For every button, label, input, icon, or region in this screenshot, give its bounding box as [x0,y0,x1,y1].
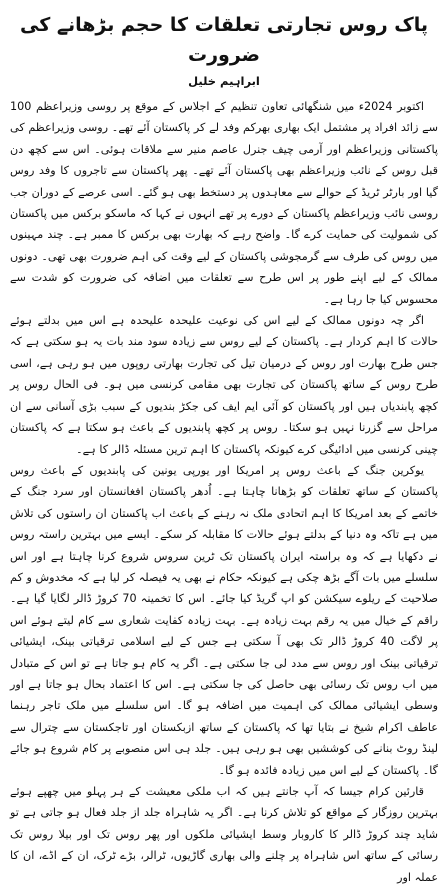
article-body [10,96,438,888]
author-byline: ابراہیم خلیل [188,74,260,88]
article-paragraph: اکتوبر 2024ء میں شنگھائی تعاون تنظیم کے اجلاس کے موقع پر روسی وزیراعظم 100 سے زائد افراد پر مشتمل ایک بھاری بھرکم وفد لے کر پاکستان آئے تھے۔ روسی وزیراعظم کی پاکستانی وزیراعظم اور آرمی چیف جنرل عاصم منیر سے ملاقات ہوئی۔ اس سے کچھ دن قبل روس کے نائب وزیراعظم بھی پاکستان آئے تھے۔ پھر پاکستان سے تاجروں کا وفد روس گیا اور بارٹر ٹریڈ کے حوالے سے معاہدوں پر دستخط بھی ہو گئے۔ اسی عرصے کے دوران جب روسی نائب وزیراعظم پاکستان کے دورے پر تھے انہوں نے کہا کہ ماسکو برکس میں پاکستان کی شمولیت کی حمایت کرے گا۔ واضح رہے کہ بھارت بھی برکس کا ممبر ہے۔ چند مہینوں میں روس کی طرف سے گرمجوشی پاکستان کے لیے وقت کی اہم ضرورت بھی تھی۔ دونوں ممالک کے لیے اپنے طور پر اس طرح سے تعلقات میں اضافہ کی ضرورت کو شدت سے محسوس کیا جا رہا ہے۔ [10,100,438,306]
article-paragraph: یوکرین جنگ کے باعث روس پر امریکا اور یورپی یونین کی پابندیوں کے باعث روس پاکستان کے ساتھ تعلقات کو بڑھانا چاہتا ہے۔ اُدھر پاکستان افغانستان اور سرد جنگ کے خاتمے کے بعد امریکا کا اہم اتحادی ملک نہ رہنے کے باعث اب پاکستان ان راستوں کی تلاش میں ہے تاکہ وہ دنیا کے بدلتے ہوئے حالات کا مقابلہ کر سکے۔ ایسے میں بہترین راستہ روس نے دکھایا ہے کہ وہ براستہ ایران پاکستان تک ٹرین سروس شروع کرنا چاہتا ہے اور اس سلسلے میں بات آگے بڑھ چکی ہے کیونکہ حکام نے بھی یہ فیصلہ کر لیا ہے کہ مخدوش و کم صلاحیت کے ریلوے سیکشن کو اپ گریڈ کیا جائے۔ اس کا تخمینہ 70 کروڑ ڈالر لگایا گیا ہے۔ راقم کے خیال میں یہ رقم بہت زیادہ ہے۔ بہت زیادہ کفایت شعاری سے کام لیتے ہوئے اس پر لاگت 40 کروڑ ڈالر تک بھی آ سکتی ہے جس کے لیے اسلامی ترقیاتی بینک، ایشیائی ترقیاتی بینک اور روس سے مدد لی جا سکتی ہے۔ اگر یہ کام ہو جاتا ہے تو اس کے متبادل میں اب روس تک رسائی بھی حاصل کی جا سکتی ہے۔ اس کا اعتماد بحال ہو جاتا ہے اور وسطی ایشیائی ممالک کی اہمیت میں اضافہ ہو گا۔ اس سلسلے میں ملک تاجر رہنما عاطف اکرام شیخ نے بتایا تھا کہ پاکستان کے ساتھ ازبکستان اور تاجکستان سے چترال سے لینڈ روٹ بنانے کی کوششیں بھی ہو رہی ہیں۔ جلد ہی اس منصوبے پر کام شروع ہو جائے گا۔ پاکستان کے لیے اس میں زیادہ فائدہ ہو گا۔ [10,463,439,777]
article-paragraph: قارئین کرام جیسا کہ آپ جانتے ہیں کہ اب ملکی معیشت کے ہر پہلو میں چھپے ہوئے بہترین روزگار کے مواقع کو تلاش کرنا ہے۔ اگر یہ شاہراہ جلد از جلد فعال ہو جاتی ہے تو شاید چند کروڑ ڈالر کا کاروبار وسط ایشیائی ملکوں اور پھر روس تک اور بیلا روس تک رسائی کے ساتھ اس شاہراہ پر چلنے والی بھاری گاڑیوں، ٹرالر، بڑے ٹرک، ان کے اڈے، ان کا عملہ اور [10,785,438,884]
article-paragraph: اگر چہ دونوں ممالک کے لیے اس کی نوعیت علیحدہ علیحدہ ہے اس میں بدلتے ہوئے حالات کا اہم کردار ہے۔ پاکستان کے لیے روس سے زیادہ سود مند بات یہ ہو سکتی ہے کہ جس طرح بھارت اور روس کے درمیان تیل کی تجارت بھارتی روپوں میں ہو رہی ہے، اسی طرح روس کے ساتھ پاکستان کی تجارت بھی مقامی کرنسی میں ہو۔ فی الحال روس پر کچھ پابندیاں ہیں اور پاکستان کو آئی ایم ایف کی جکڑ بندیوں کے سبب بڑی آسانی سے ان مراحل سے گزرنا نہیں ہو سکتا۔ روس پر کچھ پابندیوں کے باعث ہو سکتا ہے کہ پاکستان چینی کرنسی میں ادائیگی کرے کیونکہ پاکستان کا اہم ترین مسئلہ ڈالر کا ہے۔ [10,314,438,456]
article-headline: پاک روس تجارتی تعلقات کا حجم بڑھانے کی ضرورت [19,14,429,66]
